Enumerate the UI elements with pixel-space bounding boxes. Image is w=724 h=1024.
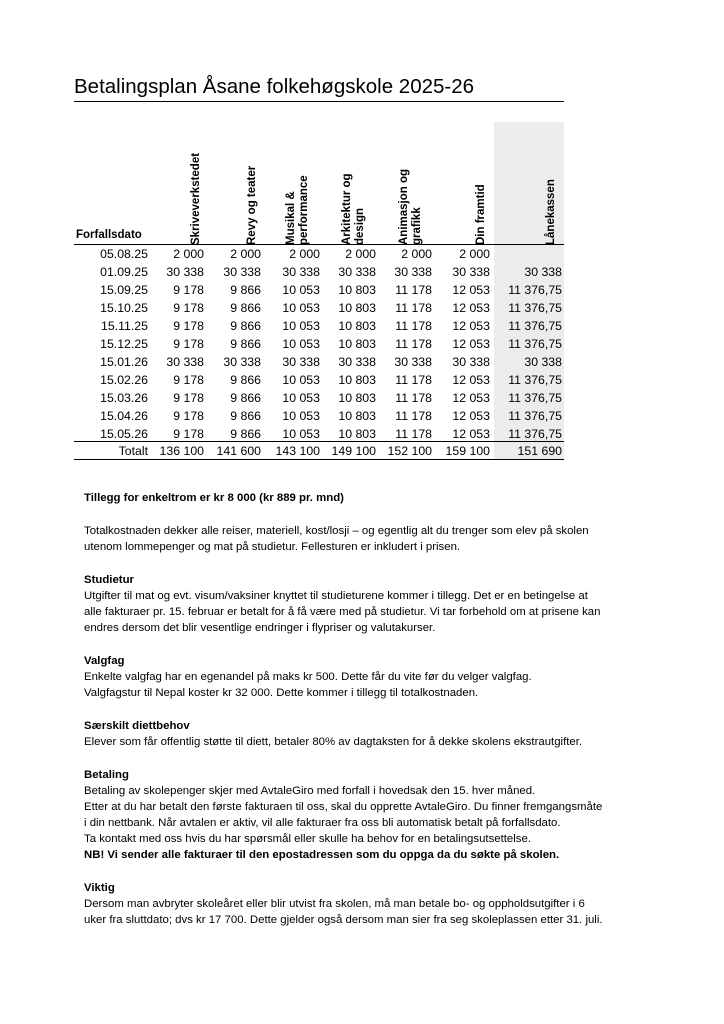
- row-value: 30 338: [223, 265, 261, 279]
- row-date: 15.01.26: [100, 355, 148, 369]
- row-value: 12 053: [452, 319, 490, 333]
- row-date: 15.12.25: [100, 337, 148, 351]
- row-value: 10 053: [282, 391, 320, 405]
- row-date: 15.10.25: [100, 301, 148, 315]
- row-value: 10 803: [338, 409, 376, 423]
- row-value: 12 053: [452, 409, 490, 423]
- row-value: 9 866: [230, 373, 261, 387]
- total-value: 151 690: [517, 444, 562, 458]
- column-header-lanekassen: Lånekassen: [545, 179, 557, 245]
- valgfag-line: Valgfagstur til Nepal koster kr 32 000. Dette kommer i tillegg til totalkostnaden.: [84, 687, 479, 699]
- row-value: 11 178: [395, 409, 432, 423]
- total-cost-line: Totalkostnaden dekker alle reiser, materiell, kost/losji – og egentlig alt du trenger som elev på skolen: [84, 525, 589, 537]
- row-value: 10 053: [282, 283, 320, 297]
- table-row: [0, 371, 724, 389]
- row-value: 11 376,75: [508, 301, 562, 315]
- row-value: 2 000: [230, 247, 261, 261]
- row-value: 2 000: [401, 247, 432, 261]
- total-value: 136 100: [159, 444, 204, 458]
- row-value: 9 178: [173, 337, 204, 351]
- payment-table: [0, 0, 724, 470]
- row-value: 12 053: [452, 391, 490, 405]
- total-value: 143 100: [275, 444, 320, 458]
- row-value: 10 803: [338, 337, 376, 351]
- row-value: 11 178: [395, 319, 432, 333]
- table-row: [0, 299, 724, 317]
- row-value: 11 178: [395, 337, 432, 351]
- row-value: 9 866: [230, 337, 261, 351]
- row-value: 30 338: [282, 265, 320, 279]
- row-value: 9 178: [173, 409, 204, 423]
- row-value: 30 338: [338, 355, 376, 369]
- betaling-line: Etter at du har betalt den første fakturaen til oss, skal du opprette AvtaleGiro. Du finner fremgangsmåte: [84, 801, 603, 813]
- row-value: 30 338: [524, 355, 562, 369]
- table-row: [0, 389, 724, 407]
- row-value: 2 000: [459, 247, 490, 261]
- row-value: 30 338: [166, 355, 204, 369]
- column-header-din-framtid: Din framtid: [475, 184, 487, 245]
- table-row: [0, 317, 724, 335]
- row-value: 10 053: [282, 301, 320, 315]
- studietur-line: alle fakturaer pr. 15. februar er betalt for å få være med på studietur. Vi tar forbehold om at prisene kan: [84, 606, 601, 618]
- viktig-line: Dersom man avbryter skoleåret eller blir utvist fra skolen, må man betale bo- og oppholdsutgifter i 6: [84, 898, 585, 910]
- row-value: 9 178: [173, 427, 204, 441]
- column-header-arkitektur: Arkitektur og design: [341, 173, 366, 245]
- row-date: 05.08.25: [100, 247, 148, 261]
- row-value: 10 053: [282, 409, 320, 423]
- row-value: 30 338: [452, 265, 490, 279]
- row-value: 9 178: [173, 283, 204, 297]
- row-value: 30 338: [223, 355, 261, 369]
- total-value: 152 100: [387, 444, 432, 458]
- row-date: 15.03.26: [100, 391, 148, 405]
- row-value: 11 178: [395, 391, 432, 405]
- row-date: 15.05.26: [100, 427, 148, 441]
- row-value: 11 178: [395, 373, 432, 387]
- row-value: 12 053: [452, 373, 490, 387]
- row-value: 10 803: [338, 391, 376, 405]
- row-value: 11 376,75: [508, 427, 562, 441]
- row-value: 10 803: [338, 301, 376, 315]
- row-value: 12 053: [452, 301, 490, 315]
- date-column-header: Forfallsdato: [76, 229, 142, 241]
- row-value: 2 000: [345, 247, 376, 261]
- row-date: 15.11.25: [101, 319, 148, 333]
- row-value: 11 376,75: [508, 409, 562, 423]
- betaling-line: i din nettbank. Når avtalen er aktiv, vil alle fakturaer fra oss bli automatisk betalt på forfallsdato.: [84, 817, 561, 829]
- table-row: [0, 263, 724, 281]
- row-value: 9 178: [173, 391, 204, 405]
- total-row: [0, 442, 724, 460]
- row-value: 30 338: [394, 355, 432, 369]
- row-value: 10 053: [282, 427, 320, 441]
- total-value: 159 100: [445, 444, 490, 458]
- row-value: 10 053: [282, 337, 320, 351]
- row-value: 9 866: [230, 427, 261, 441]
- betaling-line: Betaling av skolepenger skjer med AvtaleGiro med forfall i hovedsak den 15. hver måned.: [84, 785, 536, 797]
- row-date: 15.09.25: [100, 283, 148, 297]
- column-header-musikal: Musikal & performance: [285, 175, 310, 245]
- column-header-revy-og-teater: Revy og teater: [246, 165, 258, 245]
- row-value: 30 338: [338, 265, 376, 279]
- row-value: 12 053: [452, 283, 490, 297]
- total-value: 141 600: [216, 444, 261, 458]
- row-date: 15.02.26: [100, 373, 148, 387]
- row-value: 9 178: [173, 301, 204, 315]
- row-value: 9 866: [230, 319, 261, 333]
- row-value: 10 803: [338, 373, 376, 387]
- row-value: 9 866: [230, 391, 261, 405]
- table-row: [0, 335, 724, 353]
- row-value: 9 866: [230, 283, 261, 297]
- row-value: 2 000: [173, 247, 204, 261]
- studietur-heading: Studietur: [84, 574, 134, 586]
- info-text: [84, 490, 644, 928]
- valgfag-heading: Valgfag: [84, 655, 125, 667]
- row-value: 30 338: [394, 265, 432, 279]
- row-value: 30 338: [452, 355, 490, 369]
- table-bottom-rule: [74, 459, 564, 460]
- diett-heading: Særskilt diettbehov: [84, 720, 190, 732]
- single-room-note: Tillegg for enkeltrom er kr 8 000 (kr 889 pr. mnd): [84, 492, 344, 504]
- row-value: 11 376,75: [508, 391, 562, 405]
- row-value: 9 866: [230, 409, 261, 423]
- row-value: 9 178: [173, 373, 204, 387]
- table-row: [0, 407, 724, 425]
- betaling-line: Ta kontakt med oss hvis du har spørsmål eller skulle ha behov for en betalingsutsettelse.: [84, 833, 531, 845]
- row-value: 11 376,75: [508, 283, 562, 297]
- row-value: 10 803: [338, 283, 376, 297]
- betaling-heading: Betaling: [84, 769, 129, 781]
- betaling-note: NB! Vi sender alle fakturaer til den epostadressen som du oppga da du søkte på skolen.: [84, 849, 560, 861]
- row-value: 11 376,75: [508, 319, 562, 333]
- row-value: 30 338: [282, 355, 320, 369]
- row-value: 11 178: [395, 301, 432, 315]
- studietur-line: Utgifter til mat og evt. visum/vaksiner knyttet til studieturene kommer i tillegg. Det er en betingelse at: [84, 590, 588, 602]
- row-value: 2 000: [289, 247, 320, 261]
- column-header-animasjon: Animasjon og grafikk: [398, 168, 423, 245]
- viktig-heading: Viktig: [84, 882, 115, 894]
- valgfag-line: Enkelte valgfag har en egenandel på maks kr 500. Dette får du vite før du velger valgfag.: [84, 671, 532, 683]
- row-value: 11 178: [395, 427, 432, 441]
- row-value: 30 338: [166, 265, 204, 279]
- row-value: 10 803: [338, 427, 376, 441]
- row-value: 11 376,75: [508, 373, 562, 387]
- total-label: Totalt: [118, 444, 148, 458]
- row-value: 11 376,75: [508, 337, 562, 351]
- row-date: 01.09.25: [100, 265, 148, 279]
- row-value: 10 053: [282, 319, 320, 333]
- table-row: [0, 281, 724, 299]
- column-header-skriveverkstedet: Skriveverkstedet: [190, 152, 202, 245]
- total-value: 149 100: [331, 444, 376, 458]
- row-value: 12 053: [452, 337, 490, 351]
- viktig-line: uker fra sluttdato; dvs kr 17 700. Dette gjelder også dersom man sier fra seg skoleplassen etter 31. juli.: [84, 914, 603, 926]
- row-value: 10 053: [282, 373, 320, 387]
- row-value: 12 053: [452, 427, 490, 441]
- diett-line: Elever som får offentlig støtte til diett, betaler 80% av dagtaksten for å dekke skolens ekstrautgifter.: [84, 736, 583, 748]
- row-value: 10 803: [338, 319, 376, 333]
- row-value: 11 178: [395, 283, 432, 297]
- table-row: [0, 245, 724, 263]
- row-value: 30 338: [524, 265, 562, 279]
- row-date: 15.04.26: [100, 409, 148, 423]
- page-title: Betalingsplan Åsane folkehøgskole 2025-26: [74, 74, 564, 102]
- row-value: 9 866: [230, 301, 261, 315]
- table-row: [0, 353, 724, 371]
- total-cost-line: utenom lommepenger og mat på studietur. Fellesturen er inkludert i prisen.: [84, 541, 461, 553]
- studietur-line: endres dersom det blir vesentlige endringer i flypriser og valutakurser.: [84, 622, 436, 634]
- row-value: 9 178: [173, 319, 204, 333]
